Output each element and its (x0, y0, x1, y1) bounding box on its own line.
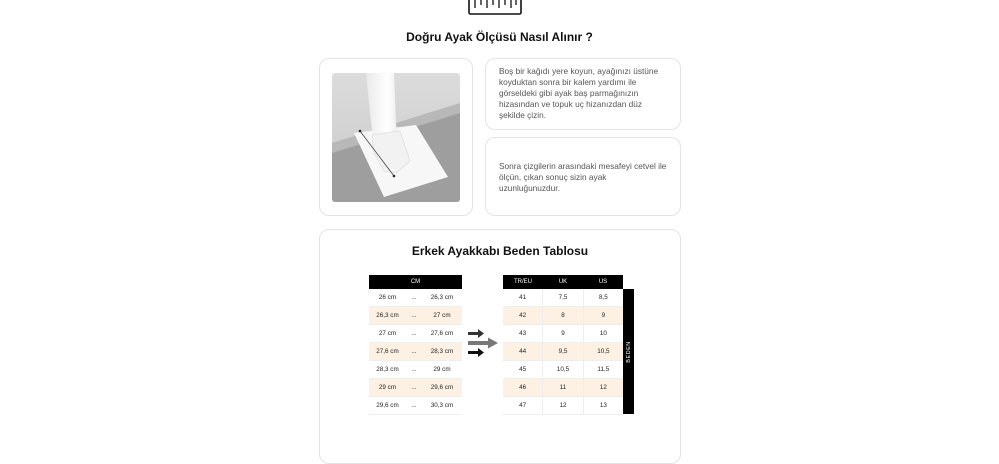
size-table-row (503, 343, 623, 361)
cm-table-row (369, 379, 462, 397)
page-title: Doğru Ayak Ölçüsü Nasıl Alınır ? (406, 30, 593, 44)
size-tr-eu: 43 (503, 325, 543, 343)
cm-from: 27 cm (378, 330, 397, 337)
instruction-card-step2 (485, 137, 681, 216)
cm-to: 28,3 cm (430, 348, 454, 355)
cm-to: 29,6 cm (430, 384, 454, 391)
header-uk: UK (558, 279, 568, 285)
cm-from: 26 cm (378, 294, 397, 301)
size-chart-title: Erkek Ayakkabı Beden Tablosu (411, 244, 589, 258)
size-table-header (503, 275, 623, 289)
size-table-row (503, 379, 623, 397)
cm-from: 27,6 cm (376, 348, 399, 355)
cm-to: 26,3 cm (430, 294, 454, 301)
size-uk: 7,5 (543, 289, 583, 307)
size-table-row (503, 361, 623, 379)
size-us: 11,5 (597, 365, 610, 373)
cm-table-header (369, 275, 462, 289)
size-uk: 9,5 (543, 343, 583, 361)
cm-header-label: CM (410, 279, 421, 285)
size-table-row (503, 397, 623, 415)
cm-to: 27 cm (433, 312, 451, 319)
cm-separator: ... (411, 330, 417, 337)
size-uk: 12 (543, 397, 583, 415)
cm-separator: ... (411, 366, 417, 373)
instruction-text-step2: Sonra çizgilerin arasındaki mesafeyi cetvel ile ölçün, çıkan sonuç sizin ayak uzunluğunuzdur. (499, 161, 667, 193)
cm-from: 26,3 cm (376, 312, 399, 319)
size-table-row (503, 289, 623, 307)
size-us: 13 (599, 401, 607, 409)
beden-label-text: BEDEN (625, 340, 632, 363)
foot-measure-photo-card (319, 58, 473, 216)
size-tr-eu: 41 (503, 289, 543, 307)
arrow-right-icon (468, 328, 500, 360)
size-tr-eu: 42 (503, 307, 543, 325)
cm-table-row (369, 343, 462, 361)
size-us: 8,5 (598, 293, 608, 301)
header-us: US (598, 279, 608, 285)
foot-measure-photo (332, 73, 460, 202)
cm-to: 29 cm (433, 366, 451, 373)
cm-table-row (369, 361, 462, 379)
size-uk: 8 (543, 307, 583, 325)
cm-to: 30,3 cm (430, 402, 454, 409)
shoe-size-table (503, 275, 623, 415)
size-us: 10 (599, 329, 607, 337)
size-table-row (503, 307, 623, 325)
cm-to: 27,6 cm (430, 330, 454, 337)
cm-table-row (369, 325, 462, 343)
beden-side-label (623, 289, 634, 414)
ruler-icon (468, 0, 522, 16)
size-chart-card (319, 229, 681, 464)
size-tr-eu: 44 (503, 343, 543, 361)
size-us: 9 (601, 311, 606, 319)
size-tr-eu: 47 (503, 397, 543, 415)
cm-table-row (369, 307, 462, 325)
size-uk: 9 (543, 325, 583, 343)
size-us: 12 (599, 383, 607, 391)
size-us: 10,5 (597, 347, 610, 355)
size-table-row (503, 325, 623, 343)
cm-table-row (369, 289, 462, 307)
size-uk: 10,5 (543, 361, 583, 379)
cm-separator: ... (411, 384, 417, 391)
cm-separator: ... (411, 312, 417, 319)
cm-from: 29,6 cm (376, 402, 399, 409)
instruction-card-step1 (485, 58, 681, 130)
cm-separator: ... (411, 294, 417, 301)
cm-table (369, 275, 462, 415)
cm-from: 29 cm (378, 384, 397, 391)
instruction-text-step1: Boş bir kağıdı yere koyun, ayağınızı üstüne koyduktan sonra bir kalem yardımı ile görseldeki gibi ayak baş parmağınızın hizasından ve topuk uç hizanızdan düz şekilde çizin. (499, 66, 659, 120)
size-tr-eu: 46 (503, 379, 543, 397)
size-tr-eu: 45 (503, 361, 543, 379)
header-tr-eu: TR/EU (514, 279, 532, 285)
cm-table-row (369, 397, 462, 415)
cm-separator: ... (411, 402, 417, 409)
size-uk: 11 (543, 379, 583, 397)
cm-separator: ... (411, 348, 417, 355)
cm-from: 28,3 cm (376, 366, 399, 373)
